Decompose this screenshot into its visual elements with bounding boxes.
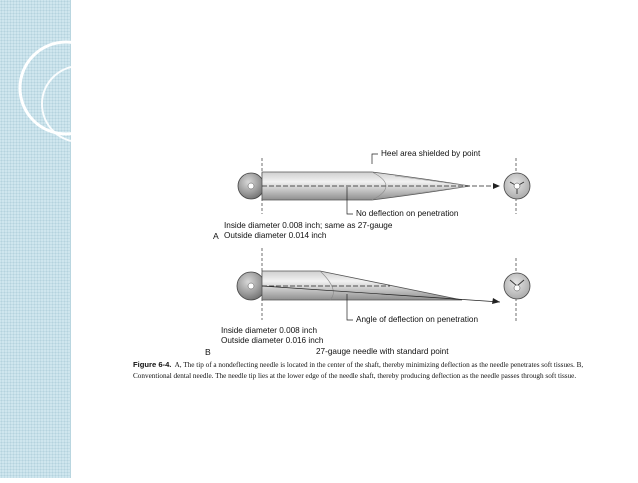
- panel-a-needle: [238, 154, 530, 214]
- panel-a-outside-diameter: Outside diameter 0.014 inch: [224, 231, 327, 240]
- callout-heel-area: Heel area shielded by point: [381, 149, 481, 158]
- figure-caption-text: A, The tip of a nondeflecting needle is located in the center of the shaft, thereby minimizing deflection as the needle penetrates soft tissues. B, Conventional dental needle. The needle tip lies at the lower edge of the needle shaft, thereby producing deflection as the needle passes through soft tissue.: [133, 361, 584, 380]
- panel-b-letter: B: [205, 347, 211, 357]
- panel-b-needle: [237, 248, 530, 322]
- callout-no-deflection: No deflection on penetration: [356, 209, 459, 218]
- panel-a-letter: A: [213, 231, 219, 241]
- callout-angle-of-deflection: Angle of deflection on penetration: [356, 315, 478, 324]
- panel-a-inside-diameter: Inside diameter 0.008 inch; same as 27-gauge: [224, 221, 393, 230]
- panel-b-inside-diameter: Inside diameter 0.008 inch: [221, 326, 318, 335]
- panel-b-needle-label: 27-gauge needle with standard point: [316, 347, 449, 356]
- figure-caption-label: Figure 6-4.: [133, 360, 172, 369]
- figure-caption: [133, 360, 615, 381]
- panel-b-outside-diameter: Outside diameter 0.016 inch: [221, 336, 324, 345]
